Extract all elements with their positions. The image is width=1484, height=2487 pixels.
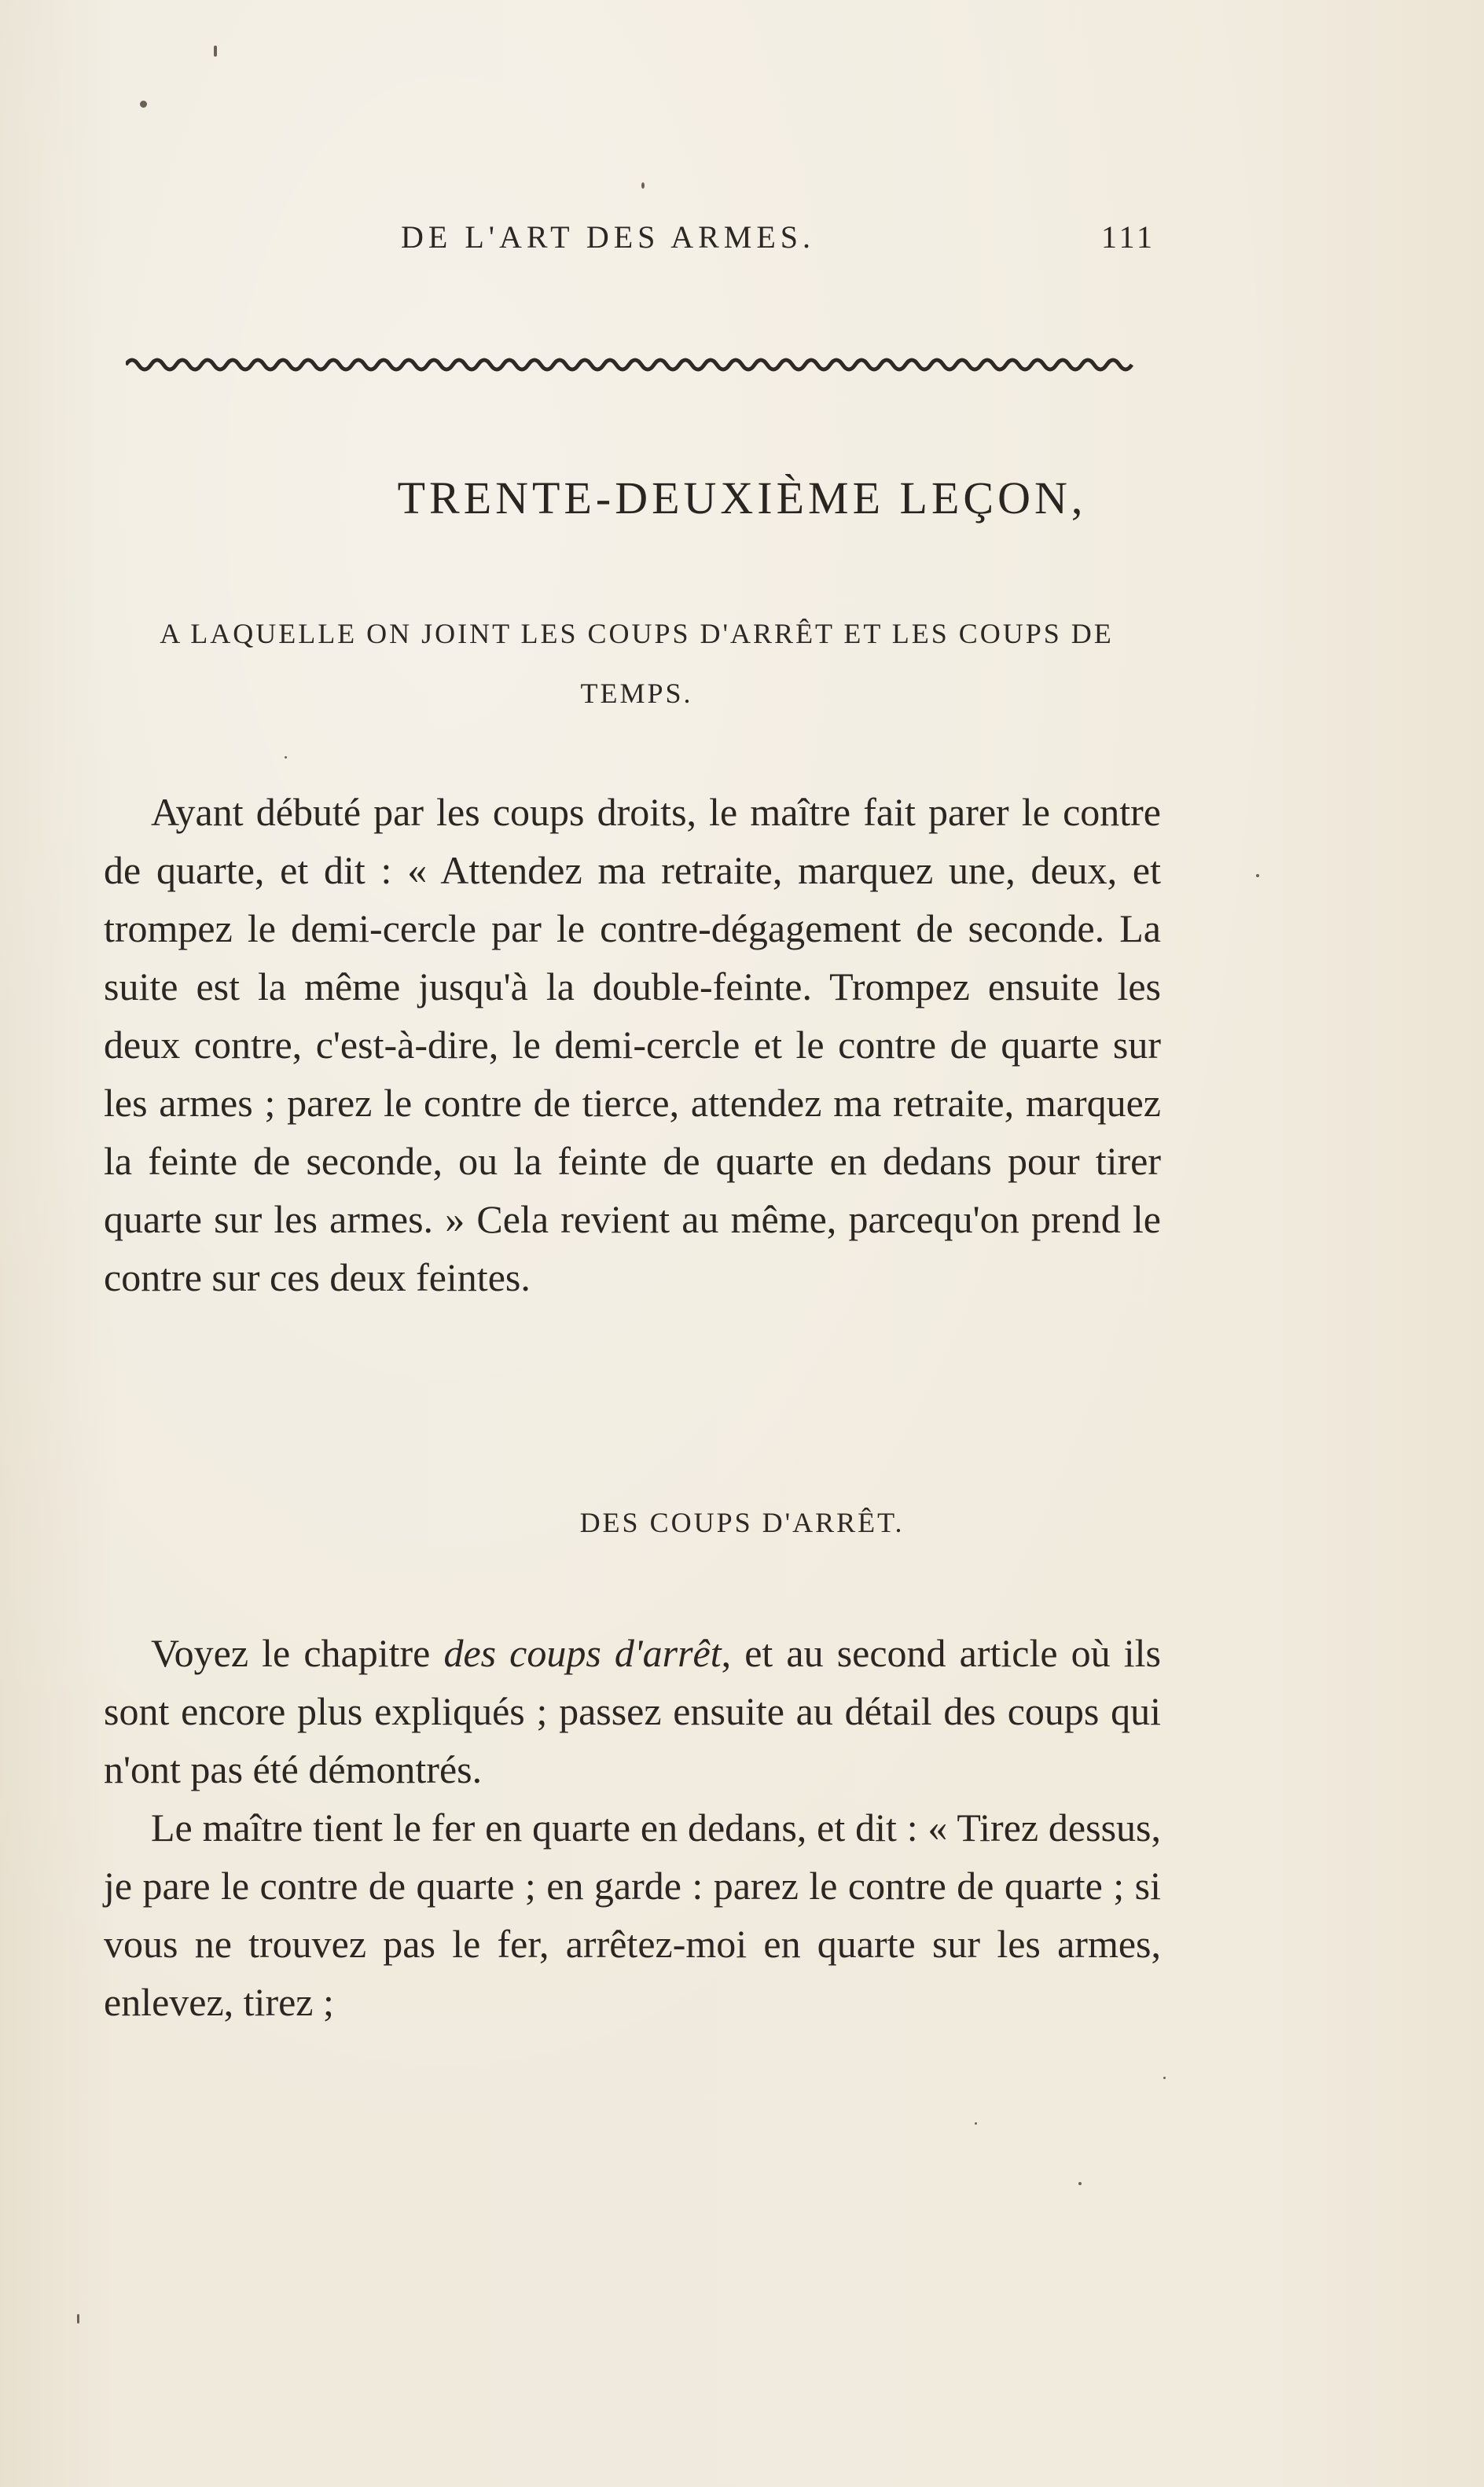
lesson-title: TRENTE-DEUXIÈME LEÇON, bbox=[397, 472, 1087, 523]
paragraph-3 bbox=[104, 1798, 1161, 2031]
running-title: DE L'ART DES ARMES. bbox=[401, 219, 816, 255]
speck bbox=[641, 182, 645, 189]
speck bbox=[1163, 2077, 1166, 2079]
paragraph-1-text: Ayant débuté par les coups droits, le maître fait parer le contre de quarte, et dit : « Attendez ma retraite, marquez une, deux, et trompez le demi-cercle par le contre-dégagement de seconde. La suite est la même jusqu'à la double-feinte. Trompez ensuite les deux contre, c'est-à-dire, le demi-cercle et le contre de quarte sur les armes ; parez le contre de tierce, attendez ma retraite, marquez la feinte de seconde, ou la feinte de quarte en dedans pour tirer quarte sur les armes. » Cela revient au même, parcequ'on prend le contre sur ces deux feintes. bbox=[104, 790, 1161, 1299]
speck bbox=[1256, 874, 1259, 877]
lesson-subtitle: A LAQUELLE ON JOINT LES COUPS D'ARRÊT ET LES COUPS DE TEMPS. bbox=[160, 618, 1114, 709]
paragraph-2-after: , et au second article où ils sont encore plus expliqués ; passez ensuite au détail des coups qui n'ont pas été démontrés. bbox=[104, 1631, 1161, 1791]
page-number: 111 bbox=[1100, 219, 1155, 255]
ornamental-rule bbox=[126, 352, 1140, 377]
speck bbox=[1078, 2182, 1082, 2185]
speck bbox=[975, 2122, 977, 2125]
speck bbox=[77, 2314, 79, 2324]
section-heading: DES COUPS D'ARRÊT. bbox=[579, 1507, 905, 1538]
paragraph-2-italic: des coups d'arrêt bbox=[443, 1631, 722, 1675]
paragraph-1 bbox=[104, 783, 1161, 1306]
paragraph-2-before: Voyez le chapitre bbox=[151, 1631, 444, 1675]
paragraph-3-text: Le maître tient le fer en quarte en dedans, et dit : « Tirez dessus, je pare le contre de quarte ; en garde : parez le contre de quarte ; si vous ne trouvez pas le fer, arrêtez-moi en quarte sur les armes, enlevez, tirez ; bbox=[104, 1806, 1161, 2024]
page-header bbox=[401, 219, 1155, 266]
paragraph-2 bbox=[104, 1624, 1161, 1798]
speck bbox=[140, 101, 147, 108]
speck bbox=[285, 756, 287, 759]
paragraph-2-text bbox=[104, 1624, 1161, 1798]
speck bbox=[214, 46, 217, 57]
